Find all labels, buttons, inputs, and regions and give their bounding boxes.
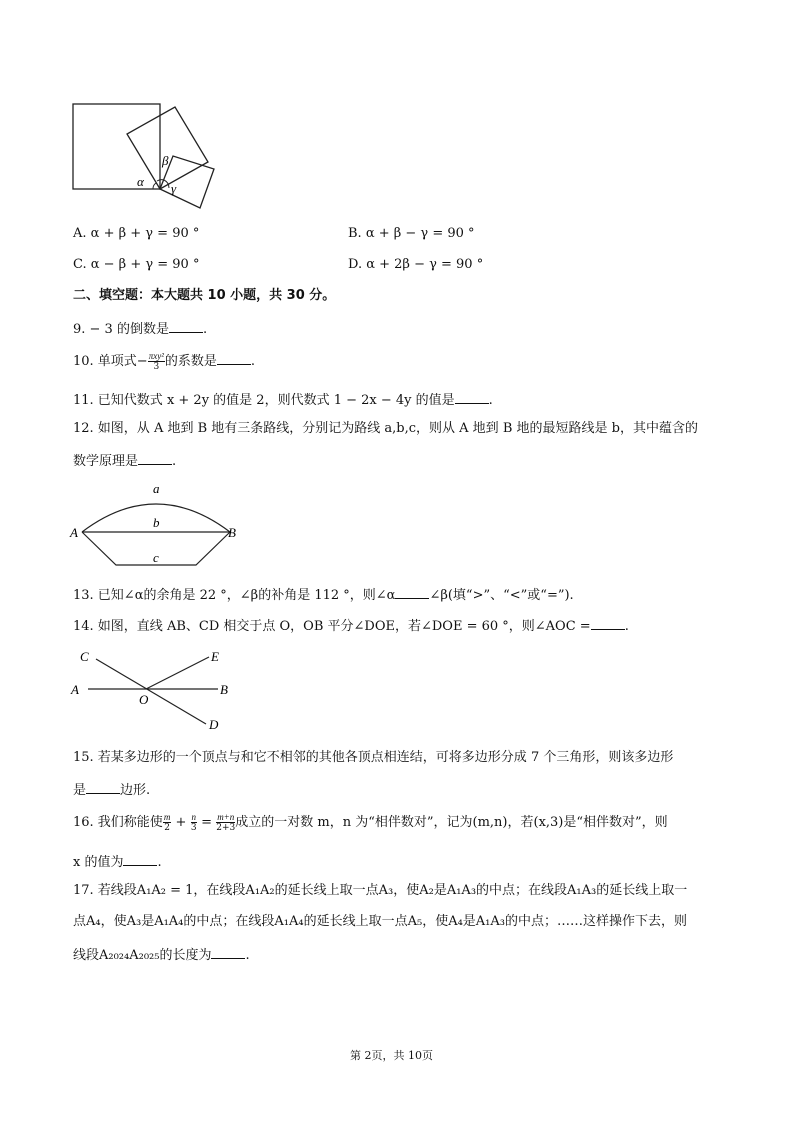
label-route-a: a xyxy=(153,481,160,496)
page-footer: 第 2页，共 10页 xyxy=(350,1049,433,1062)
label-beta: β xyxy=(162,153,169,168)
option-c[interactable]: C. α − β + γ = 90 ° xyxy=(73,257,200,272)
section-heading: 二、填空题：本大题共 10 小题，共 30 分。 xyxy=(73,288,336,303)
label-a: A xyxy=(71,682,79,697)
option-b[interactable]: B. α + β − γ = 90 ° xyxy=(348,226,475,241)
question-13: 13. 已知∠α的余角是 22 °，∠β的补角是 112 °，则∠α ∠β(填“>”、“<”或“=”). xyxy=(73,584,574,605)
label-b: B xyxy=(220,682,228,697)
question-14: 14. 如图，直线 AB、CD 相交于点 O，OB 平分∠DOE，若∠DOE = 60 °，则∠AOC = . xyxy=(73,615,629,636)
figure-routes xyxy=(66,480,256,570)
q9-blank[interactable] xyxy=(169,318,203,333)
question-15-line2: 是 边形. xyxy=(73,779,150,800)
label-o: O xyxy=(139,692,149,707)
q16-fraction-3: $\frac{m+n}{2+3}$ xyxy=(216,812,236,833)
large-square xyxy=(73,104,160,189)
q10-blank[interactable] xyxy=(217,350,251,365)
label-e: E xyxy=(211,649,219,664)
label-route-b: b xyxy=(153,515,160,530)
ray-oe xyxy=(146,657,209,689)
q11-blank[interactable] xyxy=(455,389,489,404)
label-gamma: γ xyxy=(171,181,177,196)
question-15-line1: 15. 若某多边形的一个顶点与和它不相邻的其他各顶点相连结，可将多边形分成 7 个三角形，则该多边形 xyxy=(73,750,674,765)
q10-fraction: $\frac{\text{πxy²}}{3}$ xyxy=(148,351,164,372)
question-17-line1: 17. 若线段A₁A₂ = 1，在线段A₁A₂的延长线上取一点A₃，使A₂是A₁A₃的中点；在线段A₁A₃的延长线上取一 xyxy=(73,883,688,898)
label-alpha: α xyxy=(137,174,144,189)
option-d[interactable]: D. α + 2β − γ = 90 ° xyxy=(348,257,484,272)
label-point-a: A xyxy=(70,525,78,540)
question-17-line2: 点A₄，使A₃是A₁A₄的中点；在线段A₁A₄的延长线上取一点A₅，使A₄是A₁A₃的中点；……这样操作下去，则 xyxy=(73,914,687,929)
label-point-b: B xyxy=(228,525,236,540)
question-9: 9. − 3 的倒数是 . xyxy=(73,318,207,339)
question-12-line1: 12. 如图，从 A 地到 B 地有三条路线，分别记为路线 a,b,c，则从 A 地到 B 地的最短路线是 b，其中蕴含的 xyxy=(73,421,698,436)
q13-blank[interactable] xyxy=(395,584,429,599)
q15-blank[interactable] xyxy=(86,779,120,794)
question-10: 10. 单项式− $\frac{\text{πxy²}}{3}$ 的系数是 . xyxy=(73,351,256,372)
label-c: C xyxy=(80,649,89,664)
q9-text: 9. − 3 的倒数是 xyxy=(73,322,169,337)
figure-squares xyxy=(60,92,230,222)
option-a[interactable]: A. α + β + γ = 90 ° xyxy=(73,226,200,241)
q16-fraction-2: $\frac{n}{3}$ xyxy=(190,812,197,833)
figure-intersecting-lines xyxy=(66,644,246,736)
q12-blank[interactable] xyxy=(138,450,172,465)
q16-blank[interactable] xyxy=(123,851,157,866)
question-16-line1: 16. 我们称能使 $\frac{m}{2}$ + $\frac{n}{3}$ = $\frac{m+n}{2+3}$ 成立的一对数 m，n 为“相伴数对”，记为(m,n)，若(x,3)是“相伴数对”，则 xyxy=(73,812,668,833)
question-11: 11. 已知代数式 x + 2y 的值是 2，则代数式 1 − 2x − 4y 的值是 . xyxy=(73,389,493,410)
q16-fraction-1: $\frac{m}{2}$ xyxy=(163,812,171,833)
angle-arc-alpha xyxy=(153,183,156,189)
q14-blank[interactable] xyxy=(591,615,625,630)
label-route-c: c xyxy=(153,550,159,565)
q17-blank[interactable] xyxy=(211,944,245,959)
line-cd xyxy=(96,659,206,724)
question-17-line3: 线段A₂₀₂₄A₂₀₂₅的长度为 . xyxy=(73,944,250,965)
label-d: D xyxy=(209,717,219,732)
question-12-line2: 数学原理是 . xyxy=(73,450,176,471)
question-16-line2: x 的值为 . xyxy=(73,851,162,872)
